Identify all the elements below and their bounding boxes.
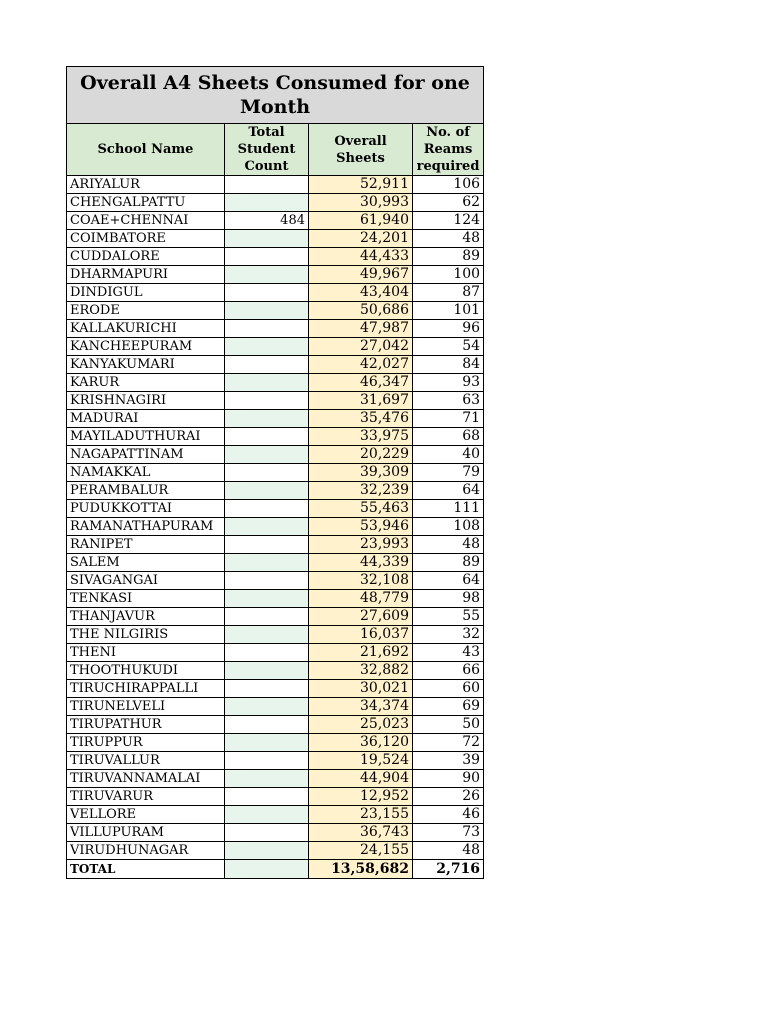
overall-sheets-cell: 48,779: [309, 590, 413, 608]
student-count-cell: [225, 842, 309, 860]
school-name-cell: TIRUPATHUR: [67, 716, 225, 734]
school-name-cell: THENI: [67, 644, 225, 662]
table-row: [67, 500, 484, 518]
overall-sheets-cell: 61,940: [309, 212, 413, 230]
student-count-cell: [225, 320, 309, 338]
overall-sheets-cell: 42,027: [309, 356, 413, 374]
overall-sheets-cell: 53,946: [309, 518, 413, 536]
student-count-cell: [225, 554, 309, 572]
student-count-cell: [225, 662, 309, 680]
student-count-cell: [225, 302, 309, 320]
table-row: [67, 230, 484, 248]
table-row: [67, 374, 484, 392]
school-name-cell: CUDDALORE: [67, 248, 225, 266]
school-name-cell: VILLUPURAM: [67, 824, 225, 842]
overall-sheets-cell: 32,239: [309, 482, 413, 500]
student-count-cell: [225, 518, 309, 536]
table-row: [67, 608, 484, 626]
reams-required-cell: 89: [413, 248, 484, 266]
table-row: [67, 320, 484, 338]
header-overall-sheets: Overall Sheets: [309, 124, 413, 176]
student-count-cell: [225, 824, 309, 842]
school-name-cell: KALLAKURICHI: [67, 320, 225, 338]
table-row: [67, 446, 484, 464]
school-name-cell: THANJAVUR: [67, 608, 225, 626]
student-count-cell: [225, 608, 309, 626]
table-row: [67, 662, 484, 680]
school-name-cell: TENKASI: [67, 590, 225, 608]
table-row: [67, 464, 484, 482]
school-name-cell: KRISHNAGIRI: [67, 392, 225, 410]
reams-required-cell: 66: [413, 662, 484, 680]
total-student-count: [225, 860, 309, 879]
reams-required-cell: 98: [413, 590, 484, 608]
student-count-cell: [225, 248, 309, 266]
reams-required-cell: 73: [413, 824, 484, 842]
student-count-cell: [225, 230, 309, 248]
table-row: [67, 842, 484, 860]
school-name-cell: TIRUCHIRAPPALLI: [67, 680, 225, 698]
table-row: [67, 392, 484, 410]
overall-sheets-cell: 46,347: [309, 374, 413, 392]
overall-sheets-cell: 39,309: [309, 464, 413, 482]
table-row: [67, 248, 484, 266]
student-count-cell: [225, 266, 309, 284]
table-row: [67, 338, 484, 356]
reams-required-cell: 62: [413, 194, 484, 212]
reams-required-cell: 69: [413, 698, 484, 716]
reams-required-cell: 54: [413, 338, 484, 356]
header-total-student-count: Total Student Count: [225, 124, 309, 176]
table-row: [67, 752, 484, 770]
student-count-cell: [225, 698, 309, 716]
header-school-name: School Name: [67, 124, 225, 176]
total-label: TOTAL: [67, 860, 225, 879]
overall-sheets-cell: 27,042: [309, 338, 413, 356]
reams-required-cell: 46: [413, 806, 484, 824]
overall-sheets-cell: 20,229: [309, 446, 413, 464]
reams-required-cell: 106: [413, 176, 484, 194]
overall-sheets-cell: 30,021: [309, 680, 413, 698]
student-count-cell: [225, 464, 309, 482]
student-count-cell: [225, 446, 309, 464]
student-count-cell: [225, 284, 309, 302]
student-count-cell: [225, 392, 309, 410]
overall-sheets-cell: 12,952: [309, 788, 413, 806]
reams-required-cell: 55: [413, 608, 484, 626]
reams-required-cell: 48: [413, 230, 484, 248]
table-row: [67, 572, 484, 590]
overall-sheets-cell: 25,023: [309, 716, 413, 734]
school-name-cell: MADURAI: [67, 410, 225, 428]
school-name-cell: NAGAPATTINAM: [67, 446, 225, 464]
student-count-cell: [225, 194, 309, 212]
table-row: [67, 806, 484, 824]
overall-sheets-cell: 21,692: [309, 644, 413, 662]
student-count-cell: [225, 770, 309, 788]
school-name-cell: VELLORE: [67, 806, 225, 824]
student-count-cell: [225, 482, 309, 500]
student-count-cell: [225, 626, 309, 644]
school-name-cell: PERAMBALUR: [67, 482, 225, 500]
school-name-cell: TIRUNELVELI: [67, 698, 225, 716]
reams-required-cell: 40: [413, 446, 484, 464]
overall-sheets-cell: 33,975: [309, 428, 413, 446]
reams-required-cell: 50: [413, 716, 484, 734]
table-row: [67, 824, 484, 842]
school-name-cell: COAE+CHENNAI: [67, 212, 225, 230]
school-name-cell: ERODE: [67, 302, 225, 320]
total-sheets: 13,58,682: [309, 860, 413, 879]
table-row: [67, 428, 484, 446]
reams-required-cell: 72: [413, 734, 484, 752]
overall-sheets-cell: 43,404: [309, 284, 413, 302]
reams-required-cell: 60: [413, 680, 484, 698]
student-count-cell: [225, 734, 309, 752]
student-count-cell: [225, 410, 309, 428]
reams-required-cell: 39: [413, 752, 484, 770]
table-row: [67, 266, 484, 284]
table-row: [67, 176, 484, 194]
school-name-cell: THOOTHUKUDI: [67, 662, 225, 680]
overall-sheets-cell: 24,155: [309, 842, 413, 860]
table-row: [67, 698, 484, 716]
student-count-cell: [225, 680, 309, 698]
student-count-cell: [225, 590, 309, 608]
student-count-cell: 484: [225, 212, 309, 230]
overall-sheets-cell: 35,476: [309, 410, 413, 428]
school-name-cell: TIRUVALLUR: [67, 752, 225, 770]
reams-required-cell: 111: [413, 500, 484, 518]
student-count-cell: [225, 338, 309, 356]
reams-required-cell: 64: [413, 572, 484, 590]
school-name-cell: VIRUDHUNAGAR: [67, 842, 225, 860]
reams-required-cell: 93: [413, 374, 484, 392]
consumption-table: [66, 66, 484, 879]
reams-required-cell: 32: [413, 626, 484, 644]
student-count-cell: [225, 716, 309, 734]
table-row: [67, 284, 484, 302]
reams-required-cell: 108: [413, 518, 484, 536]
table-row: [67, 536, 484, 554]
total-reams: 2,716: [413, 860, 484, 879]
table-row: [67, 554, 484, 572]
overall-sheets-cell: 23,993: [309, 536, 413, 554]
table-row: [67, 194, 484, 212]
school-name-cell: KANCHEEPURAM: [67, 338, 225, 356]
overall-sheets-cell: 32,882: [309, 662, 413, 680]
student-count-cell: [225, 806, 309, 824]
reams-required-cell: 68: [413, 428, 484, 446]
reams-required-cell: 90: [413, 770, 484, 788]
school-name-cell: DHARMAPURI: [67, 266, 225, 284]
student-count-cell: [225, 752, 309, 770]
student-count-cell: [225, 572, 309, 590]
overall-sheets-cell: 52,911: [309, 176, 413, 194]
student-count-cell: [225, 500, 309, 518]
reams-required-cell: 48: [413, 842, 484, 860]
school-name-cell: THE NILGIRIS: [67, 626, 225, 644]
student-count-cell: [225, 536, 309, 554]
overall-sheets-cell: 27,609: [309, 608, 413, 626]
table-row: [67, 302, 484, 320]
overall-sheets-cell: 36,743: [309, 824, 413, 842]
total-row: [67, 860, 484, 879]
school-name-cell: KANYAKUMARI: [67, 356, 225, 374]
student-count-cell: [225, 428, 309, 446]
table-title: Overall A4 Sheets Consumed for one Month: [67, 67, 484, 124]
reams-required-cell: 100: [413, 266, 484, 284]
table-row: [67, 716, 484, 734]
school-name-cell: TIRUVARUR: [67, 788, 225, 806]
school-name-cell: MAYILADUTHURAI: [67, 428, 225, 446]
school-name-cell: PUDUKKOTTAI: [67, 500, 225, 518]
overall-sheets-cell: 30,993: [309, 194, 413, 212]
table-row: [67, 644, 484, 662]
reams-required-cell: 96: [413, 320, 484, 338]
table-row: [67, 788, 484, 806]
overall-sheets-cell: 19,524: [309, 752, 413, 770]
reams-required-cell: 84: [413, 356, 484, 374]
reams-required-cell: 48: [413, 536, 484, 554]
school-name-cell: DINDIGUL: [67, 284, 225, 302]
table-body: [67, 176, 484, 860]
overall-sheets-cell: 49,967: [309, 266, 413, 284]
overall-sheets-cell: 16,037: [309, 626, 413, 644]
reams-required-cell: 26: [413, 788, 484, 806]
table-row: [67, 410, 484, 428]
table-row: [67, 212, 484, 230]
school-name-cell: COIMBATORE: [67, 230, 225, 248]
overall-sheets-cell: 47,987: [309, 320, 413, 338]
reams-required-cell: 124: [413, 212, 484, 230]
overall-sheets-cell: 44,339: [309, 554, 413, 572]
school-name-cell: KARUR: [67, 374, 225, 392]
reams-required-cell: 71: [413, 410, 484, 428]
table-row: [67, 680, 484, 698]
school-name-cell: RAMANATHAPURAM: [67, 518, 225, 536]
overall-sheets-cell: 24,201: [309, 230, 413, 248]
overall-sheets-cell: 23,155: [309, 806, 413, 824]
school-name-cell: TIRUPPUR: [67, 734, 225, 752]
student-count-cell: [225, 176, 309, 194]
table-row: [67, 518, 484, 536]
table-row: [67, 482, 484, 500]
overall-sheets-cell: 31,697: [309, 392, 413, 410]
student-count-cell: [225, 644, 309, 662]
reams-required-cell: 64: [413, 482, 484, 500]
overall-sheets-cell: 50,686: [309, 302, 413, 320]
overall-sheets-cell: 55,463: [309, 500, 413, 518]
school-name-cell: RANIPET: [67, 536, 225, 554]
table-row: [67, 590, 484, 608]
school-name-cell: SIVAGANGAI: [67, 572, 225, 590]
reams-required-cell: 89: [413, 554, 484, 572]
school-name-cell: SALEM: [67, 554, 225, 572]
school-name-cell: CHENGALPATTU: [67, 194, 225, 212]
overall-sheets-cell: 32,108: [309, 572, 413, 590]
table-row: [67, 734, 484, 752]
student-count-cell: [225, 788, 309, 806]
student-count-cell: [225, 356, 309, 374]
table-row: [67, 356, 484, 374]
reams-required-cell: 43: [413, 644, 484, 662]
overall-sheets-cell: 44,433: [309, 248, 413, 266]
header-reams-required: No. of Reams required: [413, 124, 484, 176]
school-name-cell: NAMAKKAL: [67, 464, 225, 482]
student-count-cell: [225, 374, 309, 392]
overall-sheets-cell: 36,120: [309, 734, 413, 752]
overall-sheets-cell: 34,374: [309, 698, 413, 716]
reams-required-cell: 101: [413, 302, 484, 320]
school-name-cell: ARIYALUR: [67, 176, 225, 194]
reams-required-cell: 87: [413, 284, 484, 302]
table-row: [67, 770, 484, 788]
reams-required-cell: 63: [413, 392, 484, 410]
table-row: [67, 626, 484, 644]
consumption-sheet: [66, 66, 483, 879]
overall-sheets-cell: 44,904: [309, 770, 413, 788]
school-name-cell: TIRUVANNAMALAI: [67, 770, 225, 788]
reams-required-cell: 79: [413, 464, 484, 482]
